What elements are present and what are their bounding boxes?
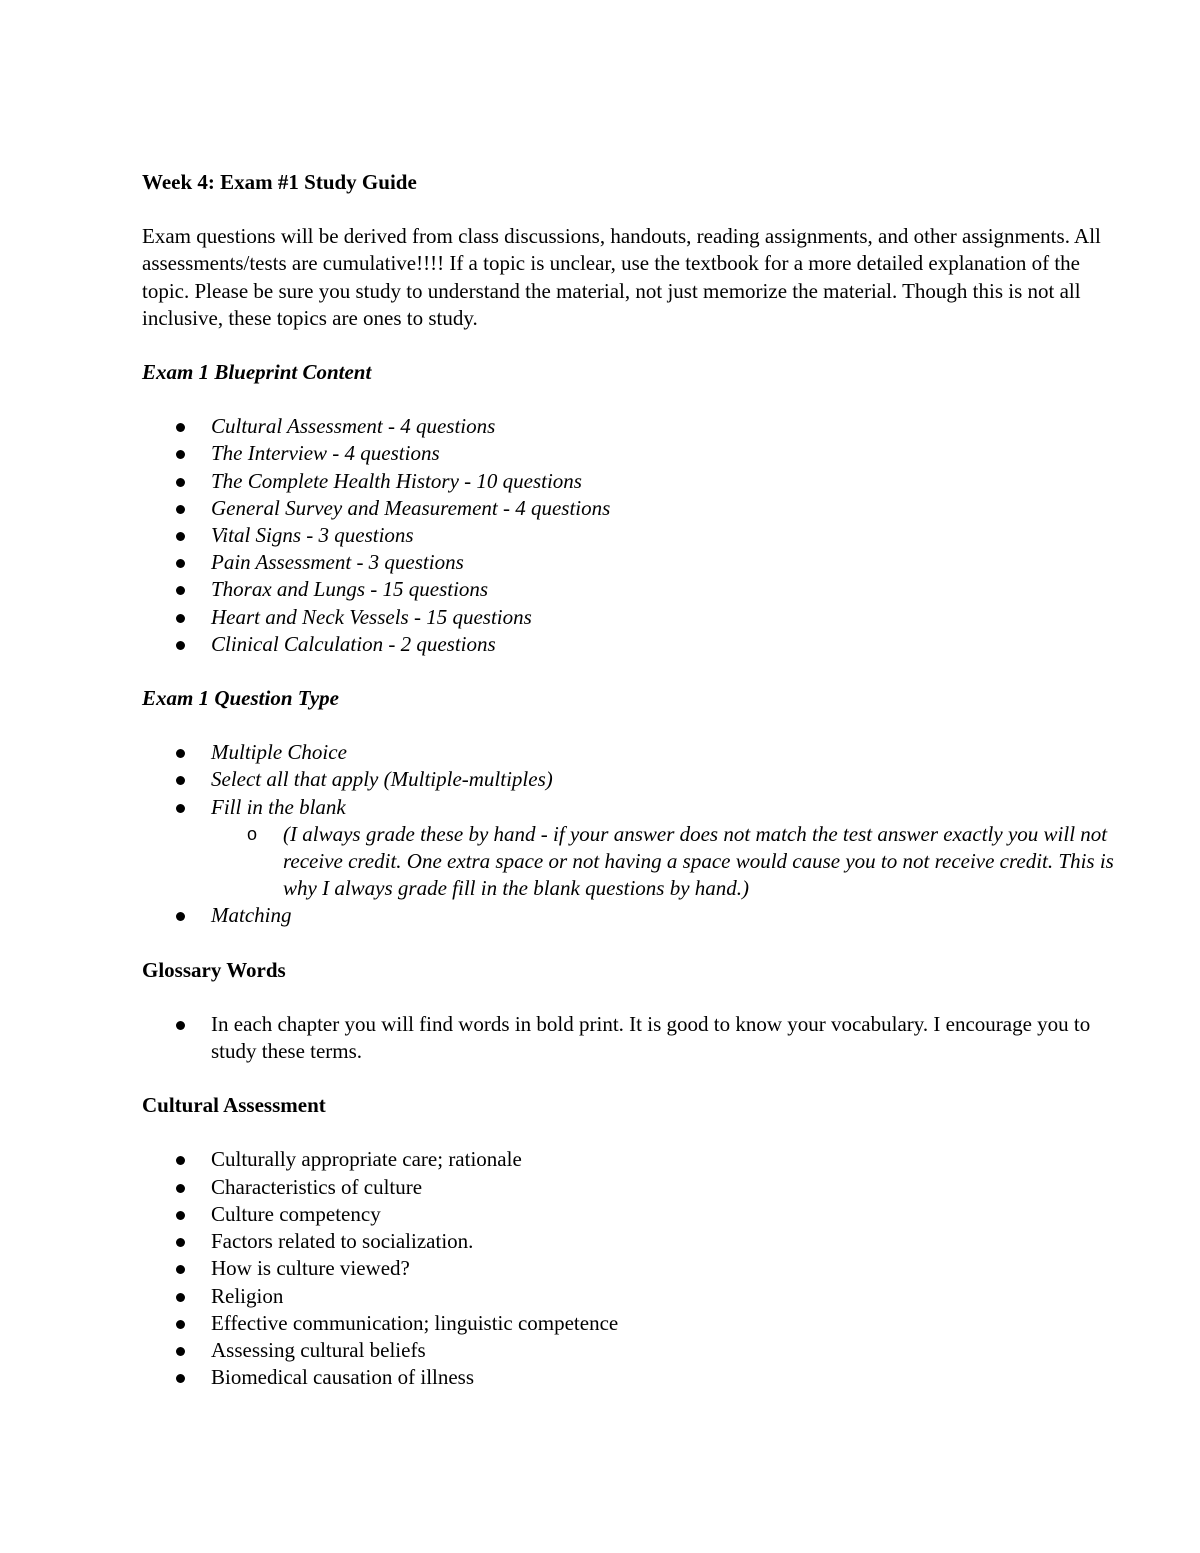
list-item-text: General Survey and Measurement - 4 questions: [211, 495, 611, 520]
list-item: [142, 1011, 1132, 1065]
list-item: [142, 413, 1132, 440]
sub-list-item: [211, 821, 1132, 903]
fill-in-note: (I always grade these by hand - if your answer does not match the test answer exactly you will not receive credit. One extra space or not having a space would cause you to not receive credit. This is why I always grade fill in the blank questions by hand.): [283, 821, 1114, 901]
list-item-text: Culture competency: [211, 1201, 381, 1226]
bullet-icon: [176, 1238, 185, 1247]
list-item: [142, 1283, 1132, 1310]
list-item: [142, 468, 1132, 495]
bullet-icon: [176, 1211, 185, 1220]
list-item-text: Pain Assessment - 3 questions: [211, 550, 464, 575]
list-item: [142, 1310, 1132, 1337]
list-item: [142, 549, 1132, 576]
list-item: [142, 766, 1132, 793]
list-item: [142, 1228, 1132, 1255]
list-item-text: In each chapter you will find words in bold print. It is good to know your vocabulary. I encourage you to study these terms.: [211, 1011, 1091, 1064]
bullet-icon: [176, 1156, 185, 1165]
list-item: [142, 1255, 1132, 1282]
sub-bullet-icon: o: [247, 823, 258, 844]
list-item: [142, 1201, 1132, 1228]
list-item: [142, 1146, 1132, 1173]
bullet-icon: [176, 532, 185, 541]
glossary-list: [142, 1011, 1132, 1065]
list-item-text: Clinical Calculation - 2 questions: [211, 631, 496, 656]
list-item-text: Biomedical causation of illness: [211, 1365, 475, 1390]
list-item-text: Vital Signs - 3 questions: [211, 523, 414, 548]
list-item: [142, 522, 1132, 549]
list-item-text: Matching: [211, 903, 292, 928]
document-content: [142, 169, 1132, 1418]
list-item-text: Multiple Choice: [211, 740, 347, 765]
list-item-text: Fill in the blank: [211, 794, 346, 819]
bullet-icon: [176, 1347, 185, 1356]
cultural-assessment-heading: Cultural Assessment: [142, 1093, 326, 1118]
bullet-icon: [176, 1184, 185, 1193]
list-item: [142, 440, 1132, 467]
bullet-icon: [176, 1293, 185, 1302]
list-item: [142, 604, 1132, 631]
list-item-text: Select all that apply (Multiple-multiples): [211, 767, 553, 792]
list-item-text: The Complete Health History - 10 questions: [211, 468, 582, 493]
list-item: [142, 1337, 1132, 1364]
list-item: [142, 1364, 1132, 1391]
list-item-text: Religion: [211, 1283, 284, 1308]
list-item: [142, 739, 1132, 766]
intro-paragraph: Exam questions will be derived from class discussions, handouts, reading assignments, and other assignments. All assessments/tests are cumulative!!!! If a topic is unclear, use the textbook for a more detailed explanation of the topic. Please be sure you study to understand the material, not just memorize the material. Though this is not all inclusive, these topics are ones to study.: [142, 224, 1101, 330]
question-type-list: [142, 739, 1132, 929]
page-title: Week 4: Exam #1 Study Guide: [142, 170, 417, 194]
bullet-icon: [176, 912, 185, 921]
list-item: [142, 794, 1132, 903]
bullet-icon: [176, 423, 185, 432]
list-item-text: How is culture viewed?: [211, 1256, 410, 1281]
list-item-text: Thorax and Lungs - 15 questions: [211, 577, 489, 602]
list-item-text: Heart and Neck Vessels - 15 questions: [211, 604, 532, 629]
bullet-icon: [176, 1265, 185, 1274]
bullet-icon: [176, 559, 185, 568]
bullet-icon: [176, 804, 185, 813]
bullet-icon: [176, 749, 185, 758]
bullet-icon: [176, 586, 185, 595]
list-item: [142, 631, 1132, 658]
list-item: [142, 902, 1132, 929]
list-item-text: Effective communication; linguistic competence: [211, 1310, 619, 1335]
blueprint-list: [142, 413, 1132, 658]
list-item-text: The Interview - 4 questions: [211, 441, 440, 466]
question-type-heading: Exam 1 Question Type: [142, 686, 339, 711]
bullet-icon: [176, 450, 185, 459]
bullet-icon: [176, 505, 185, 514]
bullet-icon: [176, 614, 185, 623]
bullet-icon: [176, 1320, 185, 1329]
bullet-icon: [176, 1374, 185, 1383]
bullet-icon: [176, 1021, 185, 1030]
list-item-text: Cultural Assessment - 4 questions: [211, 414, 496, 439]
bullet-icon: [176, 776, 185, 785]
list-item-text: Characteristics of culture: [211, 1174, 423, 1199]
bullet-icon: [176, 478, 185, 487]
bullet-icon: [176, 641, 185, 650]
blueprint-heading: Exam 1 Blueprint Content: [142, 360, 372, 385]
list-item-text: Assessing cultural beliefs: [211, 1337, 426, 1362]
glossary-heading: Glossary Words: [142, 957, 286, 982]
cultural-assessment-list: [142, 1146, 1132, 1391]
list-item: [142, 576, 1132, 603]
list-item-text: Culturally appropriate care; rationale: [211, 1147, 522, 1172]
list-item: [142, 1174, 1132, 1201]
fill-in-sublist: [211, 821, 1132, 903]
list-item-text: Factors related to socialization.: [211, 1229, 474, 1254]
list-item: [142, 495, 1132, 522]
